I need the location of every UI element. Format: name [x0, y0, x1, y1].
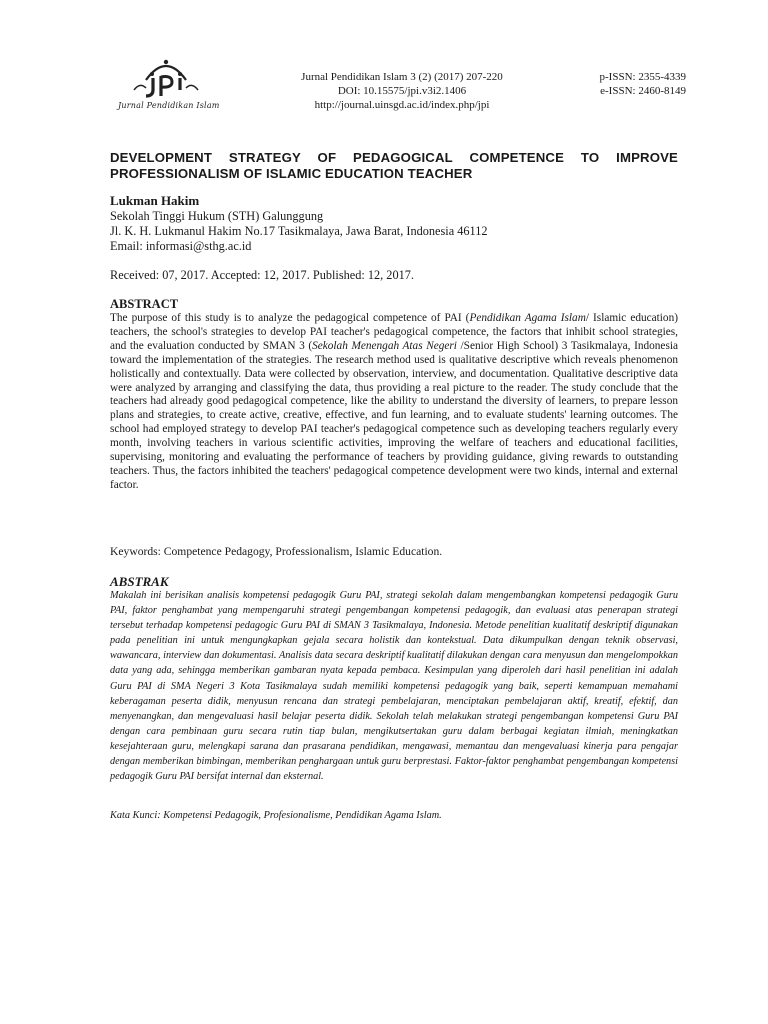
journal-url-link[interactable]: http://journal.uinsgd.ac.id/index.php/jpi [314, 99, 490, 111]
print-issn: p-ISSN: 2355-4339 [599, 71, 686, 83]
abstract-text-part2: / Islamic education) teachers, the school's strategies to develop PAI teacher's pedagogical competence, the factors that inhibit school strategies, and the evaluation conducted by SMAN 3 ( [110, 312, 678, 352]
abstrak-keywords: Kata Kunci: Kompetensi Pedagogik, Profesionalisme, Pendidikan Agama Islam. [110, 810, 442, 821]
affiliation-institution: Sekolah Tinggi Hukum (STH) Galunggung [110, 209, 324, 223]
doi-line: DOI: 10.15575/jpi.v3i2.1406 [337, 85, 467, 97]
author-email: Email: informasi@sthg.ac.id [110, 239, 252, 253]
electronic-issn: e-ISSN: 2460-8149 [600, 85, 686, 97]
issn-block [566, 70, 686, 98]
author-name: Lukman Hakim [110, 193, 200, 208]
abstract-body [110, 312, 678, 493]
article-dates: Received: 07, 2017. Accepted: 12, 2017. Published: 12, 2017. [110, 268, 414, 282]
journal-volume-line: Jurnal Pendidikan Islam 3 (2) (2017) 207-220 [301, 71, 503, 83]
abstract-italic-term-1: Pendidikan Agama Islam [469, 312, 586, 324]
journal-citation-block [272, 70, 532, 112]
logo-caption: Jurnal Pendidikan Islam [118, 101, 220, 110]
affiliation-address: Jl. K. H. Lukmanul Hakim No.17 Tasikmalaya, Jawa Barat, Indonesia 46112 [110, 224, 488, 238]
abstract-keywords: Keywords: Competence Pedagogy, Professionalism, Islamic Education. [110, 545, 443, 558]
abstract-text-part3: /Senior High School) 3 Tasikmalaya, Indonesia toward the implementation of the strategies. The research method used is qualitative descriptive which reveals phenomenon holistically and contextually. Data were collected by observation, interview, and documentation. Qualitative descriptive data were analyzed by arranging and classifying the data, thus providing a real picture to the reader. The study conclude that the teachers had already good pedagogical competence, like the ability to understand the diversity of learners, to prepare lesson plans and strategies, to create active, creative, effective, and fun learning, and to evaluate students' learning outcomes. The school had employed strategy to develop PAI teacher's pedagogical competence such as developing teachers regularly every month, involving teachers in various scientific activities, improving the welfare of teachers and educational facilities, supervising, monitoring and evaluating the performance of teachers by providing guidance, giving rewards to outstanding teachers. Thus, the factors inhibited the teachers' pedagogical competence development were two kinds, internal and external factor. [110, 339, 678, 491]
abstract-italic-term-2: Sekolah Menengah Atas Negeri [312, 339, 457, 352]
article-title: DEVELOPMENT STRATEGY OF PEDAGOGICAL COMPETENCE TO IMPROVE PROFESSIONALISM OF ISLAMIC EDUCATION TEACHER [110, 150, 678, 181]
abstrak-body: Makalah ini berisikan analisis kompetensi pedagogik Guru PAI, strategi sekolah dalam mengembangkan kompetensi pedagogik Guru PAI, faktor penghambat yang mempengaruhi strategi pengembangan kompetensi pedagogik, dan evaluasi atas penerapan strategi tersebut terhadap kompetensi pedagogic Guru PAI di SMAN 3 Tasikmalaya, Indonesia. Metode penelitian kualitatif deskriptif digunakan pada penelitian ini untuk mengungkapkan gejala secara holistik dan kontekstual. Data dikumpulkan dengan teknik observasi, wawancara, interview dan dokumentasi. Analisis data secara deskriptif kualitatif dilakukan dengan cara menyusun dan mengelompokkan data yang ada, sehingga memberikan gambaran nyata kepada pembaca. Kesimpulan yang diperoleh dari hasil penelitian ini adalah Guru PAI di SMA Negeri 3 Kota Tasikmalaya sudah memiliki kompetensi pedagogik yang baik, seperti kemampuan memahami keberagaman peserta didik, menyusun rencana dan strategi pembelajaran, menciptakan pembelajaran aktif, kreatif, efektif, dan menyenangkan, dan mengevaluasi hasil belajar peserta didik. Sekolah telah melakukan strategi pengembangan kompetensi Guru PAI dengan cara pembinaan guru secara rutin tiap bulan, mengikutsertakan guru dalam berbagai kegiatan ilmiah, meningkatkan kesejahteraan guru, melengkapi sarana dan prasarana pendidikan, mengawasi, memantau dan mengevaluasi kinerja para pengajar dengan memberikan bimbingan, memberikan penghargaan untuk guru berprestasi. Faktor-faktor penghambat pengembangan kompetensi pedagogik Guru PAI bersifat internal dan eksternal. [110, 590, 678, 783]
abstract-heading: ABSTRACT [110, 297, 179, 311]
abstract-text-part1: The purpose of this study is to analyze the pedagogical competence of PAI ( [110, 312, 470, 324]
jpi-logo-icon [112, 54, 212, 102]
abstrak-heading: ABSTRAK [110, 574, 169, 589]
author-affiliation-block [110, 209, 488, 254]
